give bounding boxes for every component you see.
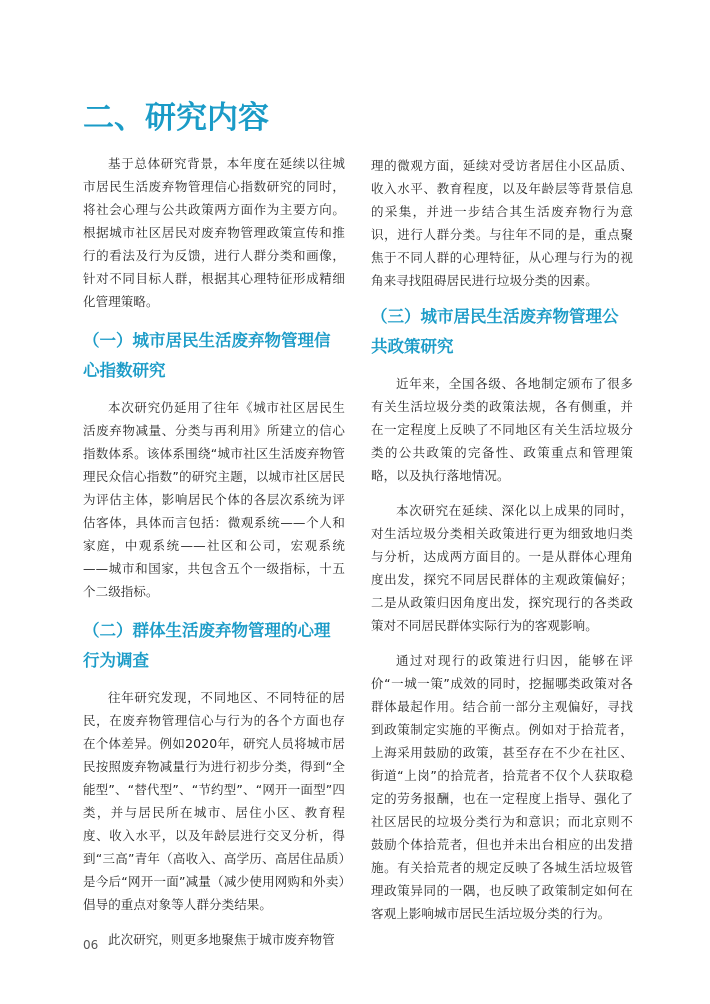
section-2-paragraph-2: 此次研究，则更多地聚焦于城市废弃物管 [108,932,335,947]
section-2-paragraph-1: 往年研究发现，不同地区、不同特征的居民，在废弃物管理信心与行为的各个方面也存在个体差异。例如2020年，研究人员将城市居民按照废弃物减量行为进行初步分类，得到“全能型”、“替代型”、“节约型”、“网开一面型”四类，并与居民所在城市、居住小区、教育程度、收入水平，以及年龄层进行交叉分析，得到“三高”青年（高收入、高学历、高居住品质）是今后“网开一面”减量（减少使用网购和外卖）倡导的重点对象等人群分类结果。 [83,690,345,912]
section-1-heading: （一）城市居民生活废弃物管理信心指数研究 [83,331,331,380]
section-3-heading: （三）城市居民生活废弃物管理公共政策研究 [371,307,619,356]
section-3-paragraph-2: 本次研究在延续、深化以上成果的同时，对生活垃圾分类相关政策进行更为细致地归类与分析，达成两方面目的。一是从群体心理角度出发，探究不同居民群体的主观政策偏好；二是从政策归因角度出发，探究现行的各类政策对不同居民群体实际行为的客观影响。 [371,503,633,633]
section-3-paragraph-1: 近年来，全国各级、各地制定颁布了很多有关生活垃圾分类的政策法规，各有侧重，并在一定程度上反映了不同地区有关生活垃圾分类的公共政策的完备性、政策重点和管理策略，以及执行落地情况。 [371,376,633,483]
right-column [371,154,633,925]
page-number: 06 [83,938,99,952]
section-3-paragraph-3: 通过对现行的政策进行归因，能够在评价“一城一策”成效的同时，挖掘哪类政策对各群体最起作用。结合前一部分主观偏好，寻找到政策制定实施的平衡点。例如对于拾荒者，上海采用鼓励的政策，甚至存在不少在社区、街道“上岗”的拾荒者，拾荒者不仅个人获取稳定的劳务报酬，也在一定程度上指导、强化了社区居民的垃圾分类行为和意识；而北京则不鼓励个体拾荒者，但也并未出台相应的出发措施。有关拾荒者的规定反映了各城生活垃圾管理政策异同的一隅，也反映了政策制定如何在客观上影响城市居民生活垃圾分类的行为。 [371,653,633,921]
section-2-heading: （二）群体生活废弃物管理的心理行为调查 [83,621,331,670]
left-column [83,152,345,951]
intro-paragraph: 基于总体研究背景，本年度在延续以往城市居民生活废弃物管理信心指数研究的同时，将社会心理与公共政策两方面作为主要方向。根据城市社区居民对废弃物管理政策宣传和推行的看法及行为反馈，进行人群分类和画像，针对不同目标人群，根据其心理特征形成精细化管理策略。 [83,156,345,309]
section-2-continued-paragraph: 理的微观方面，延续对受访者居住小区品质、收入水平、教育程度，以及年龄层等背景信息的采集，并进一步结合其生活废弃物行为意识，进行人群分类。与往年不同的是，重点聚焦于不同人群的心理特征，从心理与行为的视角来寻找阻碍居民进行垃圾分类的因素。 [371,158,633,288]
page-title: 二、研究内容 [83,100,269,136]
section-1-paragraph: 本次研究仍延用了往年《城市社区居民生活废弃物减量、分类与再利用》所建立的信心指数体系。该体系围绕“城市社区生活废弃物管理民众信心指数”的研究主题，以城市社区居民为评估主体，影响居民个体的各层次系统为评估客体，具体而言包括：微观系统——个人和家庭，中观系统——社区和公司，宏观系统——城市和国家，共包含五个一级指标，十五个二级指标。 [83,400,345,599]
